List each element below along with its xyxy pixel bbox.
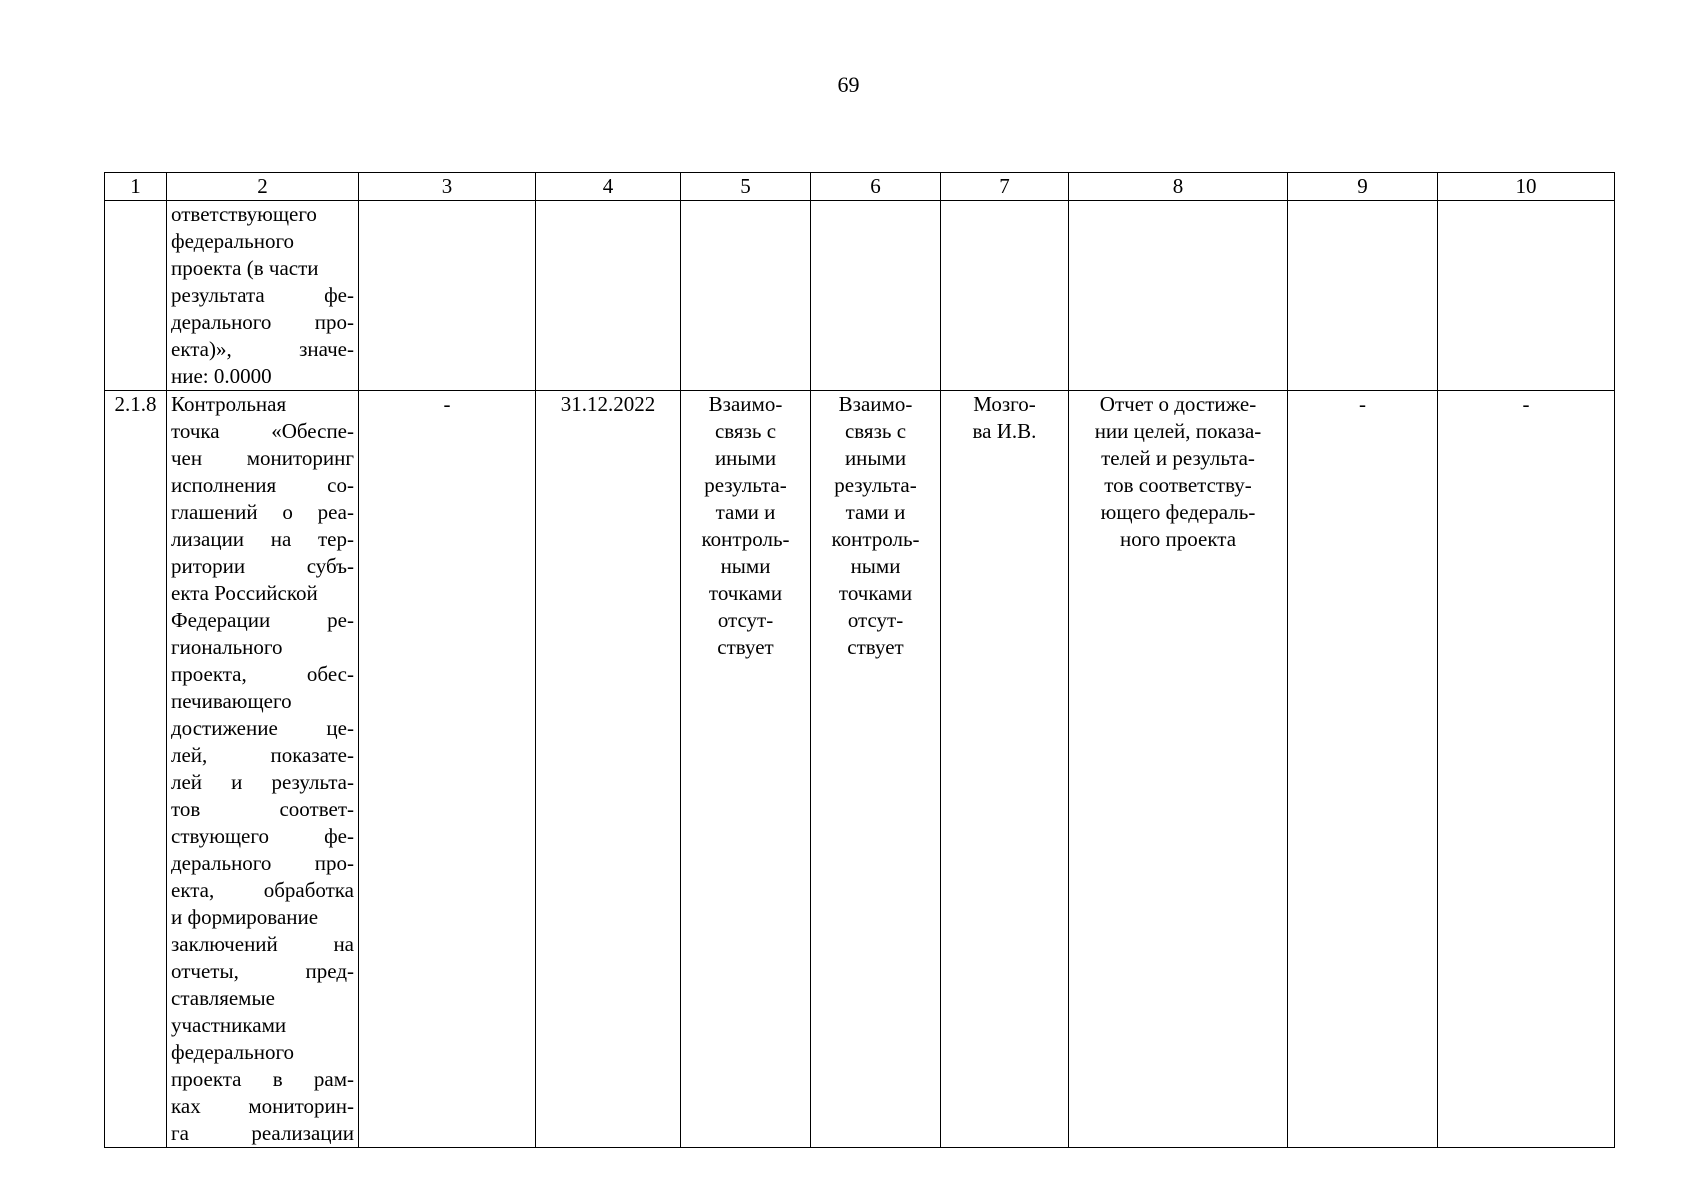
text-line: результата фе-	[171, 283, 354, 307]
text-line: ствует	[847, 635, 904, 659]
table-cell	[536, 201, 681, 391]
text-line: ствует	[717, 635, 774, 659]
text-line: екта, обработка	[171, 878, 354, 902]
text-line: ставляемые	[171, 986, 275, 1010]
text-line: чен мониторинг	[171, 446, 354, 470]
header-cell: 10	[1438, 173, 1615, 201]
header-cell: 3	[359, 173, 536, 201]
table-cell	[681, 201, 811, 391]
header-cell: 9	[1288, 173, 1438, 201]
relation-cell	[681, 391, 811, 1148]
text-line: лизации на тер-	[171, 527, 354, 551]
description-cell	[167, 391, 359, 1148]
header-cell: 7	[941, 173, 1069, 201]
table-row	[105, 201, 1615, 391]
text-line: ответствующего	[171, 202, 317, 226]
text-line: га реализации	[171, 1121, 354, 1145]
text-line: контроль-	[701, 527, 790, 551]
text-line: результа-	[704, 473, 787, 497]
text-line: тов соответ-	[171, 797, 354, 821]
table-cell	[1438, 201, 1615, 391]
table-cell	[1069, 201, 1288, 391]
description-cell	[167, 201, 359, 391]
text-line: екта)», значе-	[171, 337, 354, 361]
responsible-cell	[941, 391, 1069, 1148]
text-line: телей и результа-	[1101, 446, 1255, 470]
text-line: ными	[720, 554, 771, 578]
table-row	[105, 391, 1615, 1148]
table-cell	[359, 201, 536, 391]
text-line: связь с	[714, 419, 777, 443]
text-line: глашений о реа-	[171, 500, 354, 524]
table-cell: -	[359, 391, 536, 1148]
text-line: точками	[838, 581, 913, 605]
header-cell: 4	[536, 173, 681, 201]
text-line: ритории субъ-	[171, 554, 354, 578]
data-table	[104, 172, 1615, 1148]
table-cell	[941, 201, 1069, 391]
header-cell: 6	[811, 173, 941, 201]
text-line: федерального	[171, 229, 295, 253]
table-cell: -	[1288, 391, 1438, 1148]
header-cell: 5	[681, 173, 811, 201]
text-line: отсут-	[717, 608, 774, 632]
row-number-cell	[105, 201, 167, 391]
text-line: Отчет о достиже-	[1099, 392, 1257, 416]
text-line: Федерации ре-	[171, 608, 354, 632]
text-line: проекта (в части	[171, 256, 319, 280]
text-line: иными	[714, 446, 777, 470]
text-line: тов соответству-	[1104, 473, 1252, 497]
text-line: ках мониторин-	[171, 1094, 354, 1118]
text-line: лей, показате-	[171, 743, 354, 767]
relation-cell	[811, 391, 941, 1148]
deadline-cell: 31.12.2022	[536, 391, 681, 1148]
text-line: ние: 0.0000	[171, 364, 272, 388]
text-line: отчеты, пред-	[171, 959, 354, 983]
text-line: федерального	[171, 1040, 295, 1064]
text-line: достижение це-	[171, 716, 354, 740]
text-line: проекта в рам-	[171, 1067, 354, 1091]
text-line: ного проекта	[1119, 527, 1237, 551]
text-line: и формирование	[171, 905, 319, 929]
text-line: проекта, обес-	[171, 662, 354, 686]
text-line: дерального про-	[171, 310, 354, 334]
header-cell: 1	[105, 173, 167, 201]
text-line: Мозго-	[973, 392, 1036, 416]
text-line: исполнения со-	[171, 473, 354, 497]
table-cell	[1288, 201, 1438, 391]
page-number: 69	[837, 72, 860, 97]
text-line: заключений на	[171, 932, 354, 956]
text-line: екта Российской	[171, 581, 318, 605]
row-number-cell: 2.1.8	[105, 391, 167, 1148]
text-line: Взаимо-	[838, 392, 913, 416]
text-line: ными	[850, 554, 901, 578]
text-line: результа-	[834, 473, 917, 497]
text-line: ствующего фе-	[171, 824, 354, 848]
text-line: участниками	[171, 1013, 287, 1037]
text-line: точка «Обеспе-	[171, 419, 354, 443]
text-line: ющего федераль-	[1100, 500, 1256, 524]
text-line: ва И.В.	[972, 419, 1037, 443]
text-line: печивающего	[171, 689, 292, 713]
text-line: Взаимо-	[708, 392, 783, 416]
text-line: лей и результа-	[171, 770, 354, 794]
text-line: отсут-	[847, 608, 904, 632]
table-cell	[811, 201, 941, 391]
document-cell	[1069, 391, 1288, 1148]
text-line: гионального	[171, 635, 283, 659]
header-cell: 2	[167, 173, 359, 201]
text-line: дерального про-	[171, 851, 354, 875]
text-line: тами и	[845, 500, 906, 524]
text-line: контроль-	[831, 527, 920, 551]
table-cell: -	[1438, 391, 1615, 1148]
text-line: точками	[708, 581, 783, 605]
text-line: связь с	[844, 419, 907, 443]
text-line: нии целей, показа-	[1094, 419, 1262, 443]
header-cell: 8	[1069, 173, 1288, 201]
text-line: иными	[844, 446, 907, 470]
table-header-row	[105, 173, 1615, 201]
text-line: Контрольная	[171, 392, 287, 416]
text-line: тами и	[715, 500, 776, 524]
